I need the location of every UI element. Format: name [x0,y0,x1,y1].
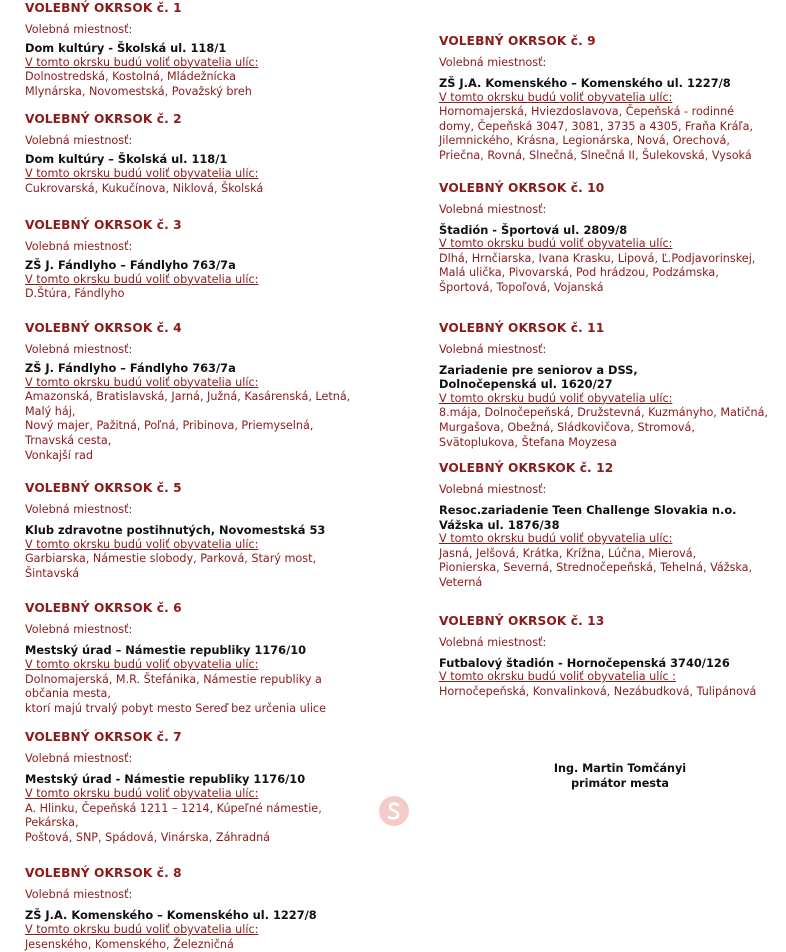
district-title: VOLEBNÝ OKRSOK č. 3 [25,218,182,233]
street-line: domy, Čepeňská 3047, 3081, 3735 a 4305, Fraňa Kráľa, [439,119,754,133]
street-list [439,105,784,163]
street-line: Murgašova, Obežná, Sládkovičova, Stromová, [439,420,695,434]
polling-room-label: Volebná miestnosť: [439,483,547,497]
polling-room-label: Volebná miestnosť: [439,56,547,69]
polling-venue [25,361,365,376]
street-line: Hornomajerská, Hviezdoslavova, Čepeňská - rodinné [439,105,735,119]
polling-room-label: Volebná miestnosť: [439,342,547,356]
street-list [25,390,365,463]
street-line: Pionierska, Severná, Strednočepeňská, Tehelná, Vážska, [439,561,753,575]
street-list [439,685,784,700]
street-line: D.Štúra, Fándlyho [25,287,125,301]
polling-room-label: Volebná miestnosť: [25,752,133,766]
polling-room-label: Volebná miestnosť: [439,635,547,649]
district-title: VOLEBNÝ OKRSOK č. 2 [25,112,182,127]
district-2 [25,111,365,196]
polling-room-label: Volebná miestnosť: [439,202,547,216]
polling-room-label: Volebná miestnosť: [25,888,133,902]
venue-line: Zariadenie pre seniorov a DSS, [439,362,638,377]
street-line: Hornočepeňská, Konvalinková, Nezábudková, Tulipánová [439,684,757,698]
voters-label: V tomto okrsku budú voliť obyvatelia ulíc: [439,237,673,251]
venue-line: Mestský úrad – Námestie republiky 1176/10 [25,643,307,658]
polling-venue [25,772,365,787]
venue-line: Dolnočepenská ul. 1620/27 [439,377,613,392]
street-list [25,70,365,99]
polling-room-label: Volebná miestnosť: [25,23,133,36]
street-line: Cukrovarská, Kukučínova, Niklová, Školská [25,181,264,195]
venue-line: Mestský úrad - Námestie republiky 1176/10 [25,772,306,787]
district-title: VOLEBNÝ OKRSOK č. 7 [25,730,182,745]
street-line: Poštová, SNP, Spádová, Vinárska, Záhradná [25,830,271,844]
signature-block [520,762,720,791]
district-1 [25,0,365,99]
street-line: Dolnostredská, Kostolná, Mládežnícka [25,70,236,84]
venue-line: Vážska ul. 1876/38 [439,517,560,532]
voters-label: V tomto okrsku budú voliť obyvatelia ulíc : [439,670,676,684]
street-line: Jesenského, Komenského, Železničná [25,937,234,951]
voters-label: V tomto okrsku budú voliť obyvatelia ulíc: [25,923,259,936]
polling-room-label: Volebná miestnosť: [25,623,133,637]
polling-room-label: Volebná miestnosť: [25,134,133,148]
district-4 [25,320,365,463]
voters-label: V tomto okrsku budú voliť obyvatelia ulíc: [25,166,259,180]
polling-venue [25,523,365,538]
district-5 [25,480,365,581]
polling-room-label: Volebná miestnosť: [25,503,133,517]
street-line: Športová, Topoľová, Vojanská [439,280,604,294]
polling-venue [439,363,784,392]
polling-venue [25,258,365,273]
district-9 [439,33,784,164]
district-13 [439,613,784,700]
street-line: Jasná, Jelšová, Krátka, Krížna, Lúčna, Mierová, [439,546,697,560]
voters-label: V tomto okrsku budú voliť obyvatelia ulíc: [439,532,673,546]
venue-line: Štadión - Športová ul. 2809/8 [439,222,628,237]
polling-venue [25,908,365,923]
polling-room-label: Volebná miestnosť: [25,240,133,254]
street-line: Svätoplukova, Štefana Moyzesa [439,435,617,449]
polling-venue [25,152,365,167]
polling-venue [439,503,784,532]
district-title: VOLEBNÝ OKRSKOK č. 12 [439,461,614,476]
voters-label: V tomto okrsku budú voliť obyvatelia ulíc: [25,272,259,286]
polling-venue [25,643,365,658]
street-line: Vonkajší rad [25,448,94,462]
street-line: Dolnomajerská, M.R. Štefánika, Námestie republiky a občania mesta, [25,672,322,701]
street-line: Garbiarska, Námestie slobody, Parková, Starý most, Šintavská [25,552,317,580]
street-list [439,547,784,591]
district-title: VOLEBNÝ OKRSOK č. 6 [25,601,182,616]
polling-venue [439,76,784,91]
district-10 [439,180,784,296]
polling-venue [439,656,784,671]
mayor-name: Ing. Martin Tomčányi [553,762,687,775]
street-list [25,673,365,717]
street-list [25,552,365,581]
street-list [439,406,784,450]
left-column [25,0,365,952]
district-title: VOLEBNÝ OKRSOK č. 11 [439,320,605,335]
street-line: Mlynárska, Novomestská, Považský breh [25,84,252,98]
district-title: VOLEBNÝ OKRSOK č. 9 [439,34,596,48]
street-line: 8.mája, Dolnočepeňská, Družstevná, Kuzmányho, Matičná, [439,406,769,420]
polling-venue [439,223,784,238]
voters-label: V tomto okrsku budú voliť obyvatelia ulíc: [439,90,673,104]
venue-line: Dom kultúry – Školská ul. 118/1 [25,152,228,167]
district-12 [439,460,784,591]
voters-label: V tomto okrsku budú voliť obyvatelia ulíc: [25,658,259,672]
polling-venue [25,41,365,56]
district-title: VOLEBNÝ OKRSOK č. 13 [439,613,605,628]
mayor-role: primátor mesta [571,776,669,790]
street-list [25,287,365,302]
district-8 [25,865,365,952]
logo-s-icon [379,796,409,826]
venue-line: ZŠ J.A. Komenského – Komenského ul. 1227/8 [25,908,317,923]
street-line: Dlhá, Hrnčiarska, Ivana Krasku, Lipová, Ľ.Podjavorinskej, [439,251,756,265]
voters-label: V tomto okrsku budú voliť obyvatelia ulíc: [25,375,259,389]
venue-line: Dom kultúry - Školská ul. 118/1 [25,41,227,55]
street-line: Malá ulička, Pivovarská, Pod hrádzou, Podzámska, [439,266,719,280]
district-7 [25,729,365,845]
street-list [439,252,784,296]
district-3 [25,217,365,302]
venue-line: Futbalový štadión - Hornočepenská 3740/126 [439,655,730,670]
street-line: ktorí majú trvalý pobyt mesto Sereď bez určenia ulice [25,701,326,715]
district-title: VOLEBNÝ OKRSOK č. 1 [25,1,182,15]
polling-room-label: Volebná miestnosť: [25,342,133,356]
district-6 [25,600,365,716]
district-title: VOLEBNÝ OKRSOK č. 10 [439,180,605,195]
street-line: A. Hlinku, Čepeňská 1211 – 1214, Kúpeľné námestie, Pekárska, [25,801,322,830]
street-list [25,182,365,197]
venue-line: ZŠ J. Fándlyho – Fándlyho 763/7a [25,360,236,375]
voters-label: V tomto okrsku budú voliť obyvatelia ulíc: [439,391,673,405]
district-title: VOLEBNÝ OKRSOK č. 8 [25,866,182,881]
venue-line: ZŠ J. Fándlyho – Fándlyho 763/7a [25,258,236,273]
venue-line: Resoc.zariadenie Teen Challenge Slovakia n.o. [439,503,737,518]
street-list [25,802,365,846]
street-line: Nový majer, Pažitná, Poľná, Pribinova, Priemyselná, Trnavská cesta, [25,419,314,447]
street-line: Priečna, Rovná, Slnečná, Slnečná II, Šulekovská, Vysoká [439,148,752,162]
district-title: VOLEBNÝ OKRSOK č. 4 [25,320,182,335]
street-line: Jilemnického, Krásna, Legionárska, Nová, Orechová, [439,134,730,148]
voters-label: V tomto okrsku budú voliť obyvatelia ulíc: [25,537,259,551]
district-title: VOLEBNÝ OKRSOK č. 5 [25,481,182,496]
district-11 [439,320,784,451]
venue-line: ZŠ J.A. Komenského – Komenského ul. 1227/8 [439,76,731,90]
venue-line: Klub zdravotne postihnutých, Novomestská 53 [25,523,326,538]
street-line: Veterná [439,576,483,590]
street-list [25,938,365,952]
street-line: Amazonská, Bratislavská, Jarná, Južná, Kasárenská, Letná, Malý háj, [25,390,351,418]
voters-label: V tomto okrsku budú voliť obyvatelia ulíc: [25,55,259,69]
voters-label: V tomto okrsku budú voliť obyvatelia ulíc: [25,787,259,801]
right-column [439,33,784,699]
